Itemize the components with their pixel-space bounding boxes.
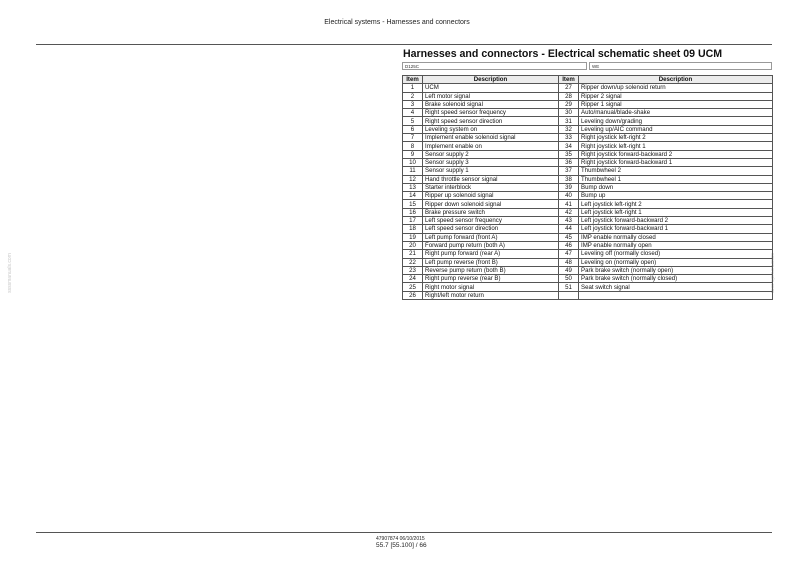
- item-description: Leveling off (normally closed): [579, 250, 773, 258]
- item-number: 10: [403, 158, 423, 166]
- item-number: 43: [559, 217, 579, 225]
- item-number: 18: [403, 225, 423, 233]
- item-description: Right joystick left-right 2: [579, 134, 773, 142]
- table-row: [403, 175, 773, 183]
- item-description: Left motor signal: [423, 92, 559, 100]
- table-row: [403, 92, 773, 100]
- item-number: 16: [403, 208, 423, 216]
- item-number: 17: [403, 217, 423, 225]
- item-number: 14: [403, 192, 423, 200]
- item-number: 4: [403, 109, 423, 117]
- table-row: [403, 192, 773, 200]
- table-row: [403, 109, 773, 117]
- item-number: 27: [559, 84, 579, 92]
- item-description: Right speed sensor frequency: [423, 109, 559, 117]
- item-number: 13: [403, 183, 423, 191]
- item-number: 37: [559, 167, 579, 175]
- item-number: 50: [559, 275, 579, 283]
- item-description: Seat switch signal: [579, 283, 773, 291]
- item-number: 42: [559, 208, 579, 216]
- item-number: 1: [403, 84, 423, 92]
- side-watermark-right: ssssmanuals.com: [768, 253, 775, 293]
- item-description: Reverse pump return (both B): [423, 266, 559, 274]
- item-number: 11: [403, 167, 423, 175]
- item-number: 47: [559, 250, 579, 258]
- item-description: IMP enable normally open: [579, 241, 773, 249]
- item-number: 5: [403, 117, 423, 125]
- item-number: 35: [559, 150, 579, 158]
- item-description: Bump down: [579, 183, 773, 191]
- item-number: 29: [559, 100, 579, 108]
- table-row: [403, 134, 773, 142]
- table-row: [403, 208, 773, 216]
- table-row: [403, 258, 773, 266]
- item-number: [559, 291, 579, 299]
- item-description: Auto/manual/blade-shake: [579, 109, 773, 117]
- item-number: 48: [559, 258, 579, 266]
- item-number: 40: [559, 192, 579, 200]
- item-number: 8: [403, 142, 423, 150]
- table-row: [403, 266, 773, 274]
- item-number: 51: [559, 283, 579, 291]
- model-row: [402, 62, 772, 71]
- item-number: 49: [559, 266, 579, 274]
- table-row: [403, 150, 773, 158]
- running-header: Electrical systems - Harnesses and connectors: [324, 19, 470, 26]
- item-number: 20: [403, 241, 423, 249]
- footer-page-number: 55.7 [55.100] / 66: [376, 542, 427, 549]
- item-number: 30: [559, 109, 579, 117]
- header-item: Item: [403, 76, 423, 84]
- item-description: Left joystick left-right 2: [579, 200, 773, 208]
- item-description: Left joystick left-right 1: [579, 208, 773, 216]
- table-row: [403, 142, 773, 150]
- table-row: [403, 125, 773, 133]
- item-description: Ripper down solenoid signal: [423, 200, 559, 208]
- item-number: 7: [403, 134, 423, 142]
- item-number: 36: [559, 158, 579, 166]
- item-description: Sensor supply 1: [423, 167, 559, 175]
- item-number: 19: [403, 233, 423, 241]
- item-description: Left speed sensor direction: [423, 225, 559, 233]
- item-number: 9: [403, 150, 423, 158]
- item-description: Forward pump return (both A): [423, 241, 559, 249]
- item-description: Right pump forward (rear A): [423, 250, 559, 258]
- item-number: 25: [403, 283, 423, 291]
- side-watermark-left: ssssmanuals.com: [6, 253, 13, 293]
- item-description: Leveling on (normally open): [579, 258, 773, 266]
- table-row: [403, 117, 773, 125]
- header-description: Description: [579, 76, 773, 84]
- table-row: [403, 283, 773, 291]
- item-description: Sensor supply 3: [423, 158, 559, 166]
- item-description: Brake solenoid signal: [423, 100, 559, 108]
- item-description: Ripper 2 signal: [579, 92, 773, 100]
- item-number: 32: [559, 125, 579, 133]
- table-row: [403, 275, 773, 283]
- item-number: 31: [559, 117, 579, 125]
- item-number: 3: [403, 100, 423, 108]
- table-row: [403, 250, 773, 258]
- item-description: Park brake switch (normally open): [579, 266, 773, 274]
- item-description: Park brake switch (normally closed): [579, 275, 773, 283]
- item-description: Right/left motor return: [423, 291, 559, 299]
- table-row: [403, 100, 773, 108]
- item-number: 26: [403, 291, 423, 299]
- item-description: Left joystick forward-backward 2: [579, 217, 773, 225]
- item-description: Thumbwheel 1: [579, 175, 773, 183]
- item-description: Left speed sensor frequency: [423, 217, 559, 225]
- item-description: IMP enable normally closed: [579, 233, 773, 241]
- footer-doc-number: 47907874 06/10/2015: [376, 536, 425, 542]
- item-description: Right joystick forward-backward 2: [579, 150, 773, 158]
- item-description: Leveling system on: [423, 125, 559, 133]
- table-row: [403, 233, 773, 241]
- item-description: UCM: [423, 84, 559, 92]
- item-description: Left pump forward (front A): [423, 233, 559, 241]
- top-rule: [36, 44, 772, 45]
- item-description: Ripper down/up solenoid return: [579, 84, 773, 92]
- item-description: Implement enable solenoid signal: [423, 134, 559, 142]
- item-number: 28: [559, 92, 579, 100]
- item-description: Implement enable on: [423, 142, 559, 150]
- item-description: Ripper up solenoid signal: [423, 192, 559, 200]
- table-row: [403, 158, 773, 166]
- item-number: 15: [403, 200, 423, 208]
- item-number: 23: [403, 266, 423, 274]
- items-table: [402, 75, 773, 300]
- table-row: [403, 291, 773, 299]
- table-header-row: [403, 76, 773, 84]
- header-item: Item: [559, 76, 579, 84]
- item-description: Bump up: [579, 192, 773, 200]
- table-row: [403, 84, 773, 92]
- item-number: 34: [559, 142, 579, 150]
- model-left: D125C: [402, 62, 587, 70]
- item-number: 21: [403, 250, 423, 258]
- item-number: 44: [559, 225, 579, 233]
- item-description: Thumbwheel 2: [579, 167, 773, 175]
- item-number: 6: [403, 125, 423, 133]
- item-number: 46: [559, 241, 579, 249]
- item-description: Right joystick left-right 1: [579, 142, 773, 150]
- table-row: [403, 167, 773, 175]
- table-row: [403, 241, 773, 249]
- item-number: 24: [403, 275, 423, 283]
- bottom-rule: [36, 532, 772, 533]
- item-number: 41: [559, 200, 579, 208]
- item-description: Left pump reverse (front B): [423, 258, 559, 266]
- item-description: Sensor supply 2: [423, 150, 559, 158]
- item-description: Right pump reverse (rear B): [423, 275, 559, 283]
- item-description: Hand throttle sensor signal: [423, 175, 559, 183]
- header-description: Description: [423, 76, 559, 84]
- item-number: 12: [403, 175, 423, 183]
- table-row: [403, 183, 773, 191]
- item-description: Ripper 1 signal: [579, 100, 773, 108]
- item-description: Leveling down/grading: [579, 117, 773, 125]
- table-row: [403, 200, 773, 208]
- item-description: Starter interblock: [423, 183, 559, 191]
- item-number: 39: [559, 183, 579, 191]
- sheet-title: Harnesses and connectors - Electrical schematic sheet 09 UCM: [403, 48, 723, 60]
- item-number: 33: [559, 134, 579, 142]
- model-right: WE: [589, 62, 772, 70]
- table-row: [403, 225, 773, 233]
- item-description: Right joystick forward-backward 1: [579, 158, 773, 166]
- item-number: 45: [559, 233, 579, 241]
- item-description: Brake pressure switch: [423, 208, 559, 216]
- item-description: Leveling up/AIC command: [579, 125, 773, 133]
- item-description: Left joystick forward-backward 1: [579, 225, 773, 233]
- table-row: [403, 217, 773, 225]
- item-number: 2: [403, 92, 423, 100]
- item-number: 38: [559, 175, 579, 183]
- item-description: [579, 291, 773, 299]
- item-description: Right motor signal: [423, 283, 559, 291]
- item-description: Right speed sensor direction: [423, 117, 559, 125]
- item-number: 22: [403, 258, 423, 266]
